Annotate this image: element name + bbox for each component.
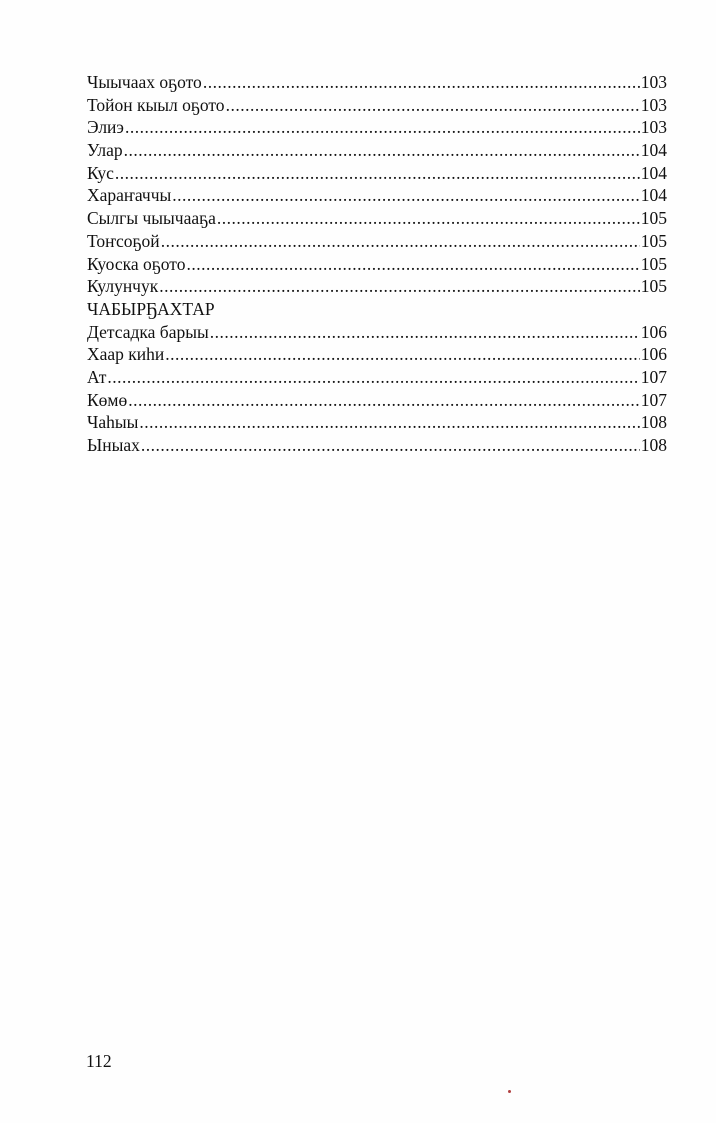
- toc-leader-dots: [124, 139, 640, 162]
- page-number: 112: [86, 1051, 112, 1071]
- toc-entry: [87, 253, 667, 276]
- toc-entry-page: 107: [640, 389, 667, 410]
- toc-entry-title: Куоска оҕото: [87, 253, 186, 274]
- toc-entry: [87, 71, 667, 94]
- toc-entry: [87, 411, 667, 434]
- toc-leader-dots: [172, 184, 639, 207]
- toc-entry: [87, 275, 667, 298]
- toc-leader-dots: [165, 343, 639, 366]
- toc-entry: [87, 94, 667, 117]
- toc-entry-title: Тоҥсоҕой: [87, 230, 160, 251]
- toc-entry-page: 103: [640, 94, 667, 115]
- toc-entry: [87, 230, 667, 253]
- toc-entry-page: 103: [640, 72, 667, 92]
- toc-leader-dots: [161, 230, 640, 253]
- toc-entry: [87, 116, 667, 139]
- toc-entry-page: 106: [640, 344, 667, 365]
- toc-leader-dots: [125, 116, 640, 139]
- toc-entry-title: Сылгы чыычааҕа: [87, 208, 216, 229]
- toc-leader-dots: [141, 434, 640, 457]
- toc-entry-title: Чыычаах оҕото: [87, 72, 202, 92]
- toc-leader-dots: [159, 275, 640, 298]
- toc-entry-page: 104: [640, 140, 667, 161]
- toc-entry-page: 105: [640, 253, 667, 274]
- toc-entry: [87, 434, 667, 457]
- toc-leader-dots: [115, 162, 640, 185]
- toc-entry: [87, 366, 667, 389]
- toc-leader-dots: [210, 321, 640, 344]
- toc-leader-dots: [128, 389, 640, 412]
- toc-entry-title: Детсадка барыы: [87, 321, 209, 342]
- toc-section-heading: ЧАБЫРҔАХТАР: [87, 298, 215, 319]
- toc-entry-page: 108: [640, 435, 667, 455]
- toc-entry-page: 105: [640, 230, 667, 251]
- toc-entry-title: Элиэ: [87, 117, 124, 138]
- toc-entry-title: Ат: [87, 366, 107, 387]
- table-of-contents: [87, 71, 667, 457]
- toc-entry-page: 104: [640, 162, 667, 183]
- toc-entry-page: 105: [640, 276, 667, 297]
- toc-leader-dots: [203, 71, 640, 94]
- toc-leader-dots: [186, 253, 639, 276]
- toc-entry-title: Көмө: [87, 389, 128, 410]
- toc-entry-title: Хаар киһи: [87, 344, 165, 365]
- toc-entry-page: 108: [640, 412, 667, 433]
- toc-entry-title: Кус: [87, 162, 114, 183]
- toc-entry: [87, 321, 667, 344]
- toc-entry-page: 103: [640, 117, 667, 138]
- toc-entry: [87, 343, 667, 366]
- toc-leader-dots: [139, 411, 639, 434]
- toc-entry: [87, 162, 667, 185]
- toc-entry-title: Чаһыы: [87, 412, 139, 433]
- toc-entry-title: Ыныах: [87, 435, 140, 455]
- toc-entry-page: 105: [640, 208, 667, 229]
- toc-entry-title: Тойон кыыл оҕото: [87, 94, 225, 115]
- toc-entry: [87, 139, 667, 162]
- toc-entry: [87, 389, 667, 412]
- paper-speck: [508, 1090, 511, 1093]
- toc-leader-dots: [217, 207, 640, 230]
- toc-entry-page: 107: [640, 366, 667, 387]
- toc-entry-title: Улар: [87, 140, 123, 161]
- toc-entry-title: Хараҥаччы: [87, 185, 172, 206]
- toc-entry-page: 104: [640, 185, 667, 206]
- toc-entry: [87, 207, 667, 230]
- toc-leader-dots: [226, 94, 640, 117]
- toc-entry-title: Кулунчук: [87, 276, 159, 297]
- toc-entry-page: 106: [640, 321, 667, 342]
- toc-entry: [87, 184, 667, 207]
- toc-leader-dots: [107, 366, 639, 389]
